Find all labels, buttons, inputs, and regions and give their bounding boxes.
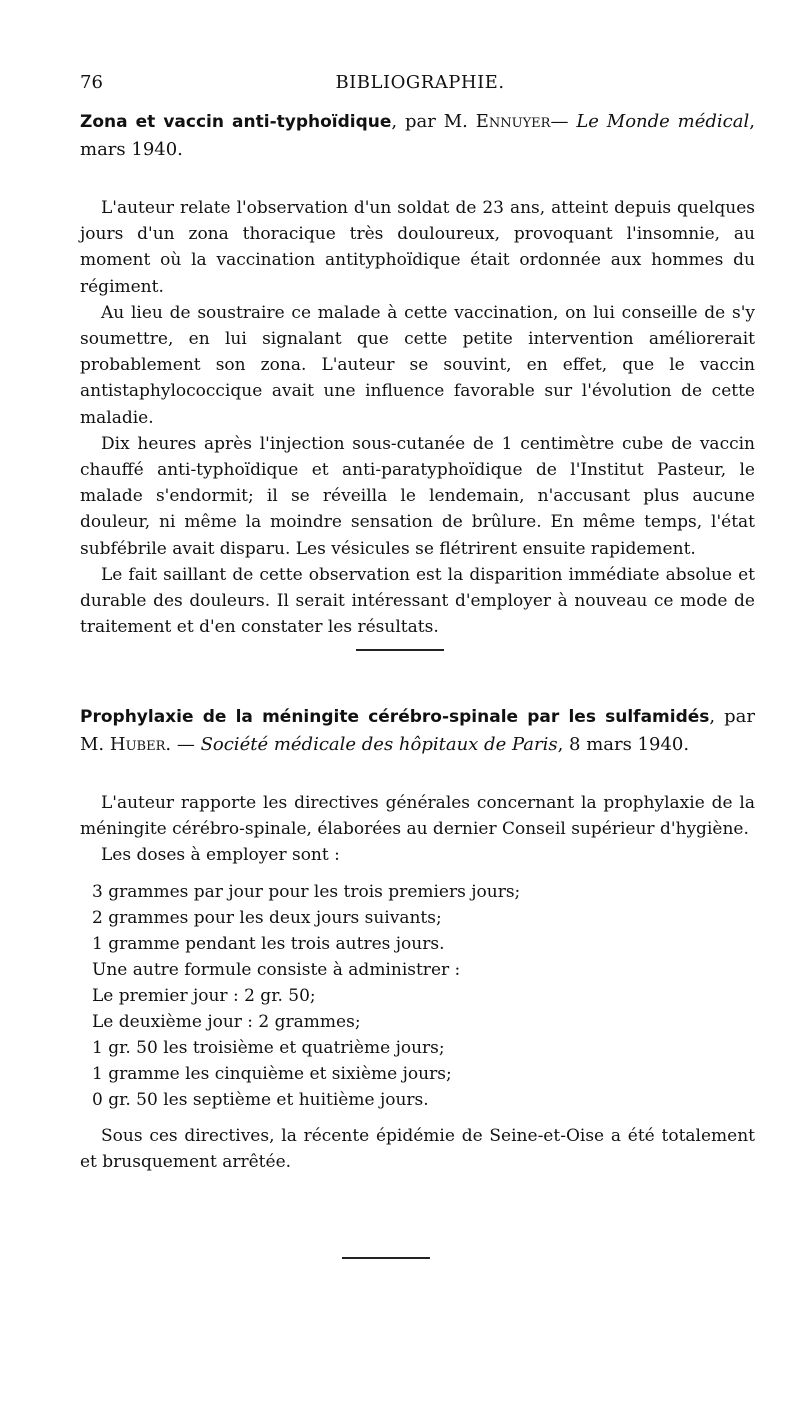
list-item: 3 grammes par jour pour les trois premiers jours; <box>92 881 521 902</box>
article-zona <box>80 108 755 640</box>
list-item: 1 gramme pendant les trois autres jours. <box>92 933 445 954</box>
paragraph: Les doses à employer sont : <box>101 845 340 866</box>
paragraph: Le fait saillant de cette observation est la disparition immédiate absolue et durable des douleurs. Il serait intéressant d'employer à nouveau ce mode de traitement et d'en constater les résultats. <box>80 564 755 638</box>
list-item: Le premier jour : 2 gr. 50; <box>92 985 316 1006</box>
journal-name: Le Monde médical <box>576 111 750 132</box>
dash: . — <box>165 734 195 755</box>
article-body <box>80 195 755 640</box>
paragraph: Dix heures après l'injection sous-cutanée de 1 centimètre cube de vaccin chauffé anti-typhoïdique et anti-paratyphoïdique de l'Institut Pasteur, le malade s'endormit; il se réveilla le lendemain, n'accusant plus aucune douleur, ni même la moindre sensation de brûlure. En même temps, l'état subfébrile avait disparu. Les vésicules se flétrirent ensuite rapidement. <box>80 433 755 559</box>
by-text: , par M. <box>391 111 468 132</box>
paragraph: Au lieu de soustraire ce malade à cette vaccination, on lui conseille de s'y soumettre, en lui signalant que cette petite intervention améliorerait probablement son zona. L'auteur se souvint, en effet, que le vaccin antistaphylococcique avait une influence favorable sur l'évolution de cette maladie. <box>80 302 755 428</box>
paragraph: L'auteur relate l'observation d'un soldat de 23 ans, atteint depuis quelques jours d'un zona thoracique très douloureux, provoquant l'insomnie, au moment où la vaccination antityphoïdique était ordonnée aux hommes du régiment. <box>80 198 755 297</box>
paragraph: L'auteur rapporte les directives générales concernant la prophylaxie de la méningite cérébro-spinale, élaborées au dernier Conseil supérieur d'hygiène. <box>80 793 755 840</box>
author-name: Huber <box>109 734 166 755</box>
list-item: 0 gr. 50 les septième et huitième jours. <box>92 1089 429 1110</box>
article-title-main: Zona et vaccin anti-typhoïdique <box>80 112 392 132</box>
author-name: Ennuyer <box>475 111 551 132</box>
article-title-main: Prophylaxie de la méningite cérébro-spinale par les sulfamidés <box>80 707 710 727</box>
article-title <box>80 703 755 758</box>
dose-list <box>92 879 755 1113</box>
closing-paragraph: Sous ces directives, la récente épidémie de Seine-et-Oise a été totalement et brusquement arrêtée. <box>80 1125 755 1172</box>
list-item: 1 gramme les cinquième et sixième jours; <box>92 1063 452 1084</box>
page-number: 76 <box>80 72 103 93</box>
journal-name: Société médicale des hôpitaux de Paris <box>200 734 558 755</box>
article-body <box>80 790 755 1175</box>
page-header <box>80 68 760 98</box>
publication-date: , mars 1940. <box>80 111 755 160</box>
section-divider <box>356 649 444 651</box>
by-text: , par M. <box>80 706 755 755</box>
publication-date: , 8 mars 1940. <box>557 734 690 755</box>
article-meningite <box>80 703 755 1175</box>
list-item: Une autre formule consiste à administrer : <box>92 959 461 980</box>
list-item: Le deuxième jour : 2 grammes; <box>92 1011 361 1032</box>
article-title <box>80 108 755 163</box>
dash: — <box>550 111 569 132</box>
list-item: 2 grammes pour les deux jours suivants; <box>92 907 442 928</box>
running-title: BIBLIOGRAPHIE. <box>335 72 505 93</box>
list-item: 1 gr. 50 les troisième et quatrième jours; <box>92 1037 445 1058</box>
section-divider <box>342 1257 430 1259</box>
